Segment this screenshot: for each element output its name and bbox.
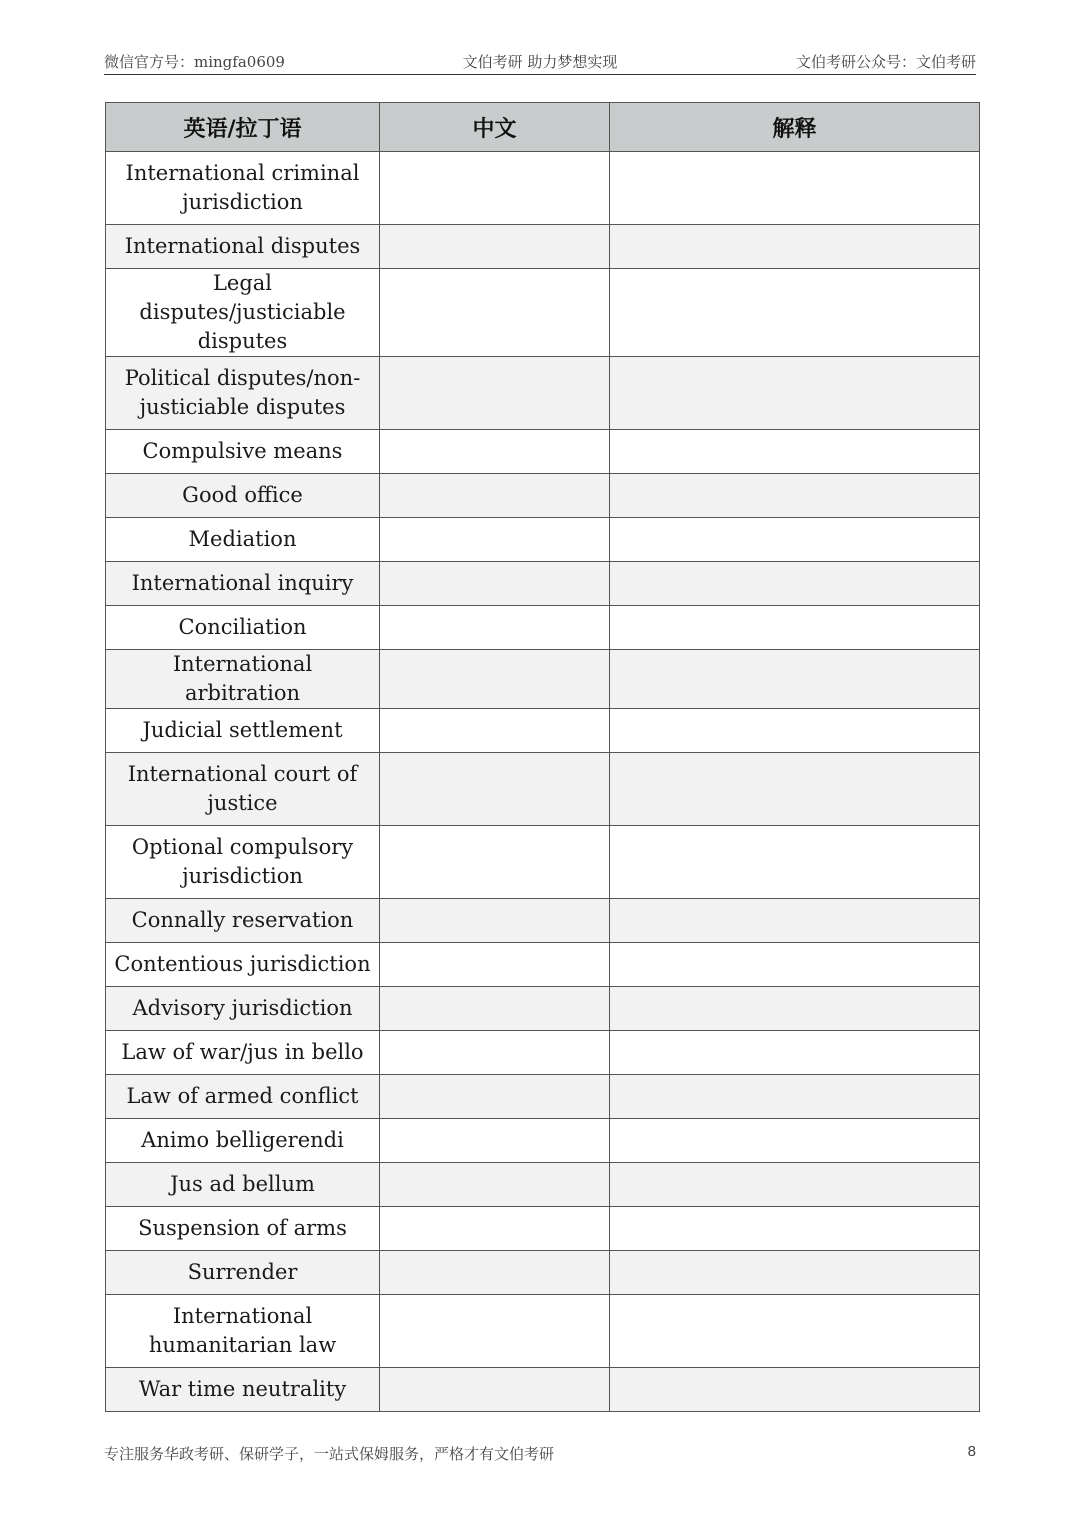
table-row (106, 152, 980, 225)
term-cell: International disputes (106, 225, 380, 269)
header-public-account: 文伯考研公众号：文伯考研 (795, 53, 976, 71)
page-number: 8 (967, 1443, 976, 1460)
term-cell: Compulsive means (106, 430, 380, 474)
chinese-cell (380, 650, 610, 709)
footer-slogan: 专注服务华政考研、保研学子，一站式保姆服务，严格才有文伯考研 (104, 1445, 555, 1463)
column-header-chinese: 中文 (380, 103, 610, 152)
term-cell: Animo belligerendi (106, 1119, 380, 1163)
explanation-cell (610, 987, 980, 1031)
chinese-cell (380, 826, 610, 899)
explanation-cell (610, 1207, 980, 1251)
chinese-cell (380, 1163, 610, 1207)
table-row (106, 1163, 980, 1207)
explanation-cell (610, 1075, 980, 1119)
table-row (106, 474, 980, 518)
page-footer (104, 1443, 976, 1465)
chinese-cell (380, 225, 610, 269)
explanation-cell (610, 430, 980, 474)
explanation-cell (610, 650, 980, 709)
table-row (106, 899, 980, 943)
explanation-cell (610, 899, 980, 943)
header-slogan: 文伯考研 助力梦想实现 (462, 53, 618, 71)
term-cell: Judicial settlement (106, 709, 380, 753)
page-header (104, 48, 976, 75)
table-row (106, 357, 980, 430)
table-row (106, 709, 980, 753)
chinese-cell (380, 152, 610, 225)
term-cell: International inquiry (106, 562, 380, 606)
term-cell: Law of armed conflict (106, 1075, 380, 1119)
chinese-cell (380, 357, 610, 430)
term-cell: Jus ad bellum (106, 1163, 380, 1207)
term-cell: Conciliation (106, 606, 380, 650)
chinese-cell (380, 269, 610, 357)
table-row (106, 1207, 980, 1251)
explanation-cell (610, 152, 980, 225)
explanation-cell (610, 709, 980, 753)
explanation-cell (610, 753, 980, 826)
explanation-cell (610, 1295, 980, 1368)
explanation-cell (610, 562, 980, 606)
term-cell: Good office (106, 474, 380, 518)
chinese-cell (380, 606, 610, 650)
chinese-cell (380, 753, 610, 826)
chinese-cell (380, 1119, 610, 1163)
term-cell: International humanitarian law (106, 1295, 380, 1368)
column-header-english-latin: 英语/拉丁语 (106, 103, 380, 152)
table-row (106, 606, 980, 650)
table-row (106, 225, 980, 269)
explanation-cell (610, 357, 980, 430)
term-cell: International court of justice (106, 753, 380, 826)
explanation-cell (610, 474, 980, 518)
chinese-cell (380, 1295, 610, 1368)
chinese-cell (380, 709, 610, 753)
term-cell: Suspension of arms (106, 1207, 380, 1251)
chinese-cell (380, 518, 610, 562)
table-row (106, 1075, 980, 1119)
term-cell: Surrender (106, 1251, 380, 1295)
glossary-table (105, 102, 980, 1412)
table-row (106, 518, 980, 562)
explanation-cell (610, 518, 980, 562)
explanation-cell (610, 826, 980, 899)
term-cell: Advisory jurisdiction (106, 987, 380, 1031)
table-row (106, 826, 980, 899)
explanation-cell (610, 1251, 980, 1295)
explanation-cell (610, 269, 980, 357)
term-cell: International arbitration (106, 650, 380, 709)
explanation-cell (610, 943, 980, 987)
table-row (106, 1295, 980, 1368)
explanation-cell (610, 1119, 980, 1163)
table-row (106, 562, 980, 606)
chinese-cell (380, 1368, 610, 1412)
explanation-cell (610, 225, 980, 269)
chinese-cell (380, 1251, 610, 1295)
chinese-cell (380, 899, 610, 943)
table-row (106, 1251, 980, 1295)
chinese-cell (380, 562, 610, 606)
chinese-cell (380, 987, 610, 1031)
header-wechat-id: 微信官方号：mingfa0609 (104, 53, 285, 71)
table-row (106, 430, 980, 474)
chinese-cell (380, 943, 610, 987)
explanation-cell (610, 1163, 980, 1207)
table-row (106, 650, 980, 709)
term-cell: War time neutrality (106, 1368, 380, 1412)
table-row (106, 269, 980, 357)
term-cell: Mediation (106, 518, 380, 562)
table-row (106, 943, 980, 987)
term-cell: International criminal jurisdiction (106, 152, 380, 225)
term-cell: Legal disputes/justiciable disputes (106, 269, 380, 357)
term-cell: Optional compulsory jurisdiction (106, 826, 380, 899)
term-cell: Contentious jurisdiction (106, 943, 380, 987)
term-cell: Connally reservation (106, 899, 380, 943)
term-cell: Political disputes/non-justiciable disputes (106, 357, 380, 430)
table-row (106, 1031, 980, 1075)
table-row (106, 987, 980, 1031)
table-row (106, 1368, 980, 1412)
explanation-cell (610, 606, 980, 650)
chinese-cell (380, 1207, 610, 1251)
chinese-cell (380, 1031, 610, 1075)
table-row (106, 753, 980, 826)
chinese-cell (380, 474, 610, 518)
table-header-row (106, 103, 980, 152)
column-header-explanation: 解释 (610, 103, 980, 152)
table-row (106, 1119, 980, 1163)
explanation-cell (610, 1368, 980, 1412)
chinese-cell (380, 1075, 610, 1119)
explanation-cell (610, 1031, 980, 1075)
term-cell: Law of war/jus in bello (106, 1031, 380, 1075)
chinese-cell (380, 430, 610, 474)
